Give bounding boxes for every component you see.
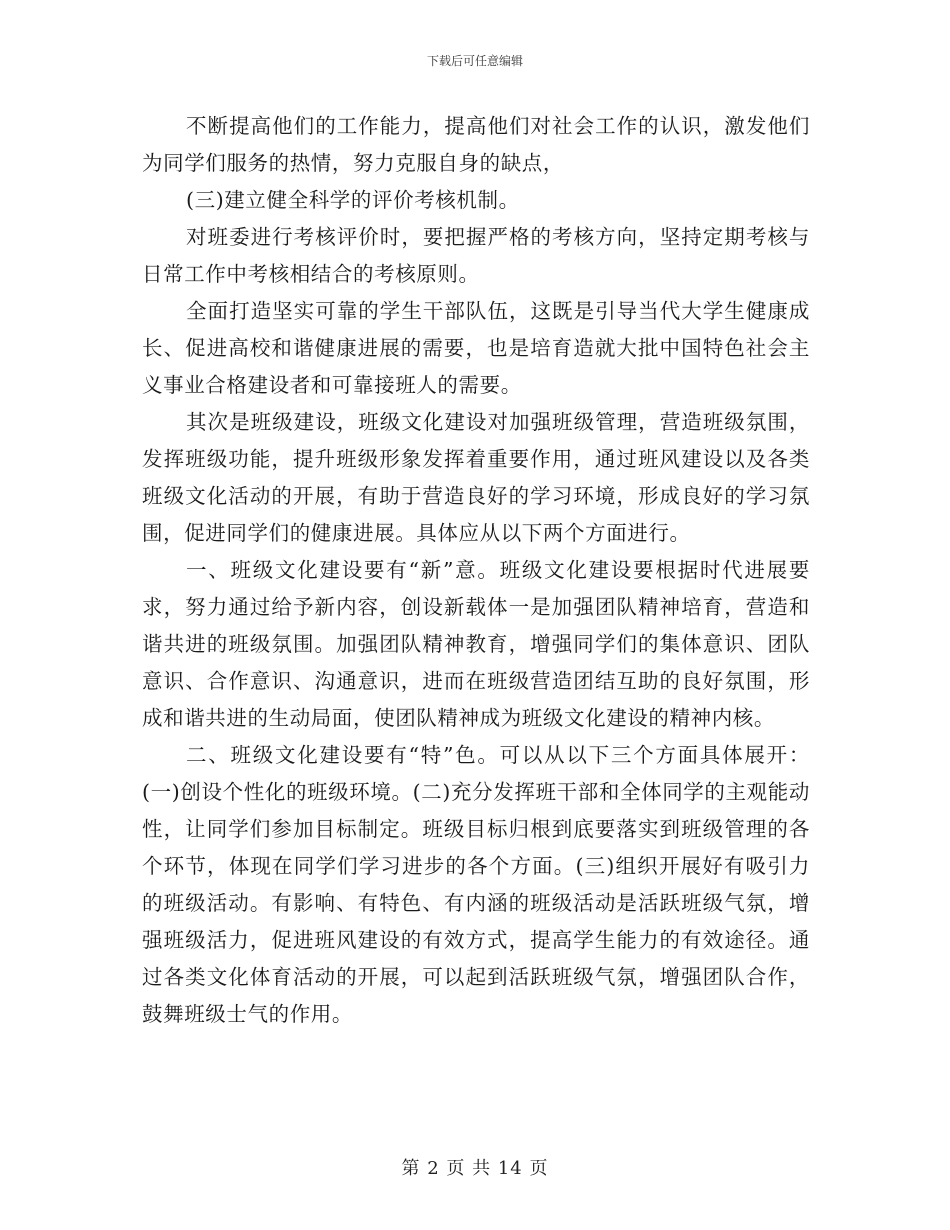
paragraph: 不断提高他们的工作能力，提高他们对社会工作的认识，激发他们为同学们服务的热情，努力克服自身的缺点，	[142, 114, 810, 175]
paragraph: 二、班级文化建设要有“特”色。可以从以下三个方面具体展开：(一)创设个性化的班级环境。(二)充分发挥班干部和全体同学的主观能动性，让同学们参加目标制定。班级目标归根到底要落实到班级管理的各个环节，体现在同学们学习进步的各个方面。(三)组织开展好有吸引力的班级活动。有影响、有特色、有内涵的班级活动是活跃班级气氛，增强班级活力，促进班风建设的有效方式，提高学生能力的有效途径。通过各类文化体育活动的开展，可以起到活跃班级气氛，增强团队合作，鼓舞班级士气的作用。	[142, 743, 810, 1026]
paragraph: 对班委进行考核评价时，要把握严格的考核方向，坚持定期考核与日常工作中考核相结合的考核原则。	[142, 225, 810, 286]
paragraph: 其次是班级建设，班级文化建设对加强班级管理，营造班级氛围，发挥班级功能，提升班级形象发挥着重要作用，通过班风建设以及各类班级文化活动的开展，有助于营造良好的学习环境，形成良好的学习氛围，促进同学们的健康进展。具体应从以下两个方面进行。	[142, 410, 810, 545]
document-body	[142, 108, 810, 1033]
paragraph: 全面打造坚实可靠的学生干部队伍，这既是引导当代大学生健康成长、促进高校和谐健康进展的需要，也是培育造就大批中国特色社会主义事业合格建设者和可靠接班人的需要。	[142, 299, 810, 397]
page-footer: 第 2 页 共 14 页	[401, 1158, 549, 1179]
paragraph: 一、班级文化建设要有“新”意。班级文化建设要根据时代进展要求，努力通过给予新内容，创设新载体一是加强团队精神培育，营造和谐共进的班级氛围。加强团队精神教育，增强同学们的集体意识、团队意识、合作意识、沟通意识，进而在班级营造团结互助的良好氛围，形成和谐共进的生动局面，使团队精神成为班级文化建设的精神内核。	[142, 558, 810, 730]
paragraph: (三)建立健全科学的评价考核机制。	[186, 188, 520, 212]
page-header: 下载后可任意编辑	[426, 54, 523, 68]
